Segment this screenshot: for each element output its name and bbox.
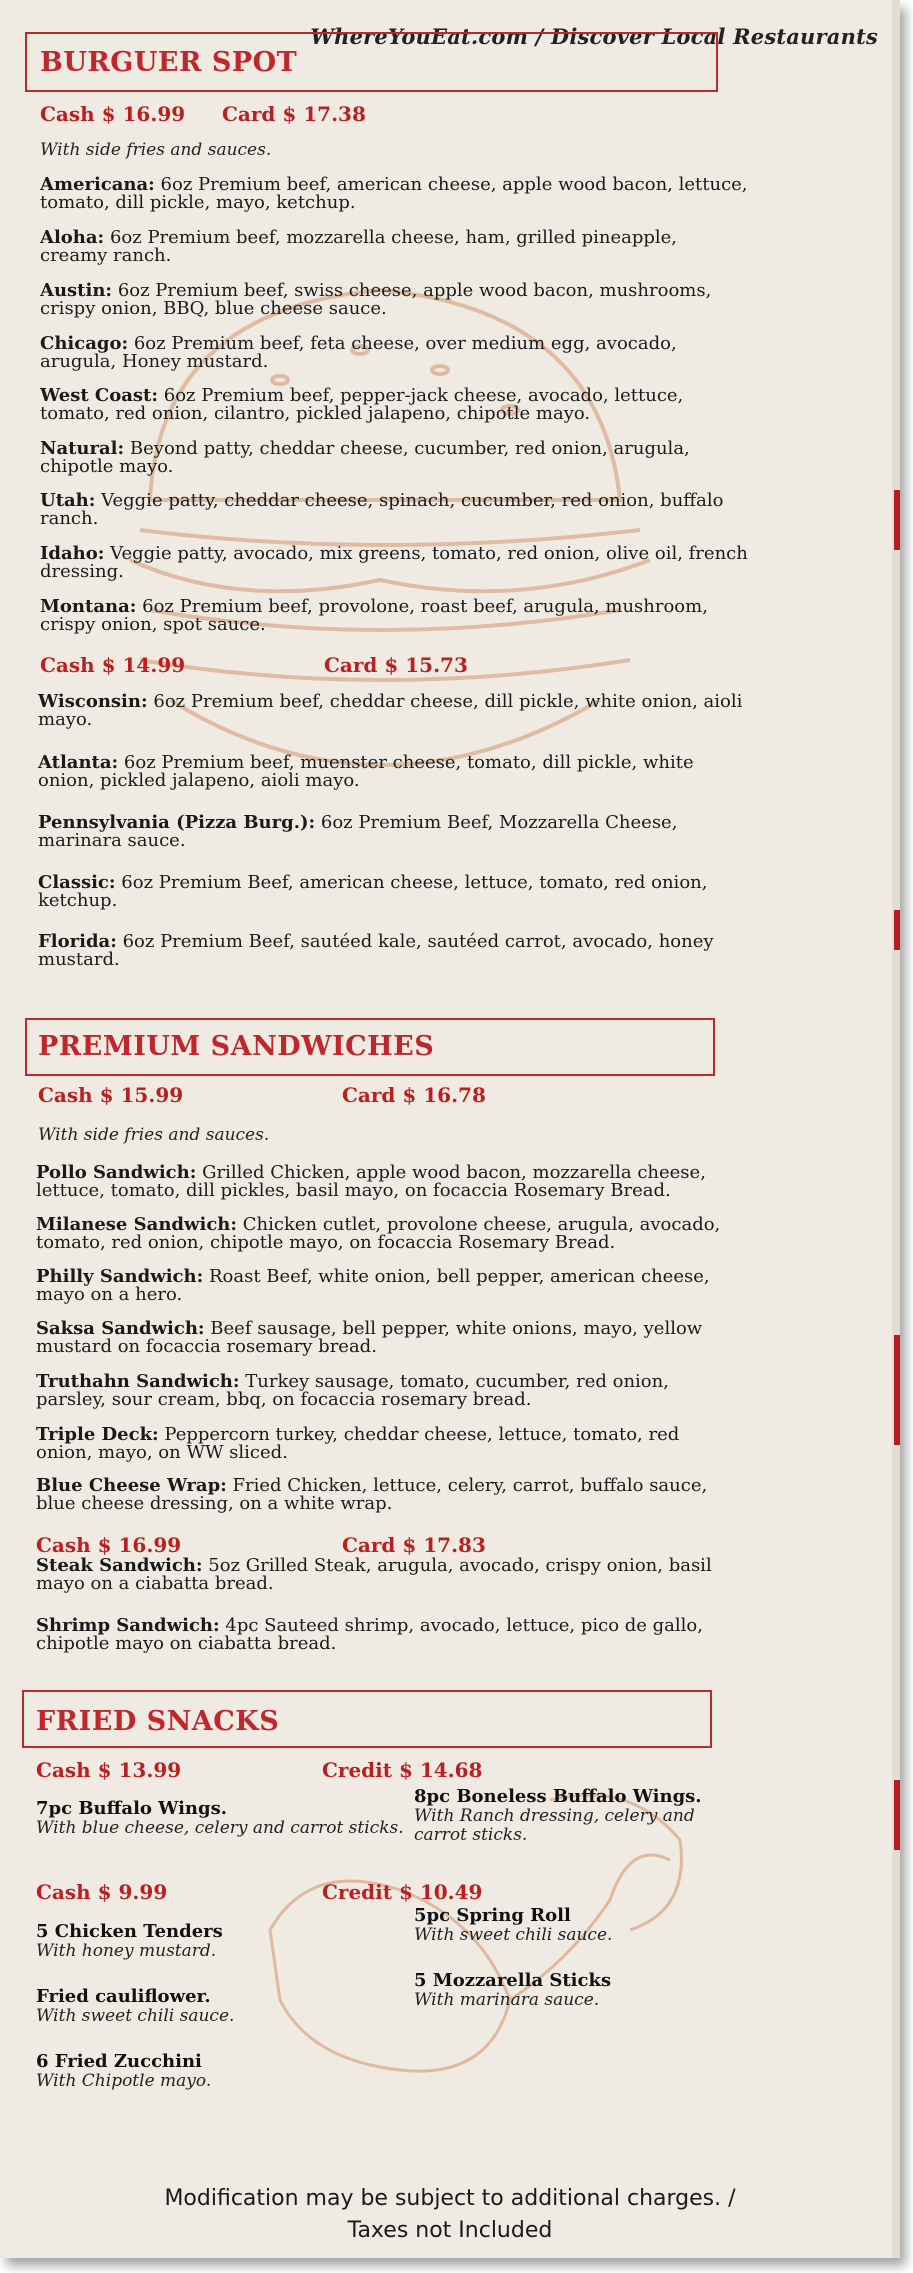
snack-item xyxy=(36,2052,366,2091)
section-title-snacks: FRIED SNACKS xyxy=(36,1706,280,1737)
snack-item-description: With sweet chili sauce. xyxy=(414,1925,613,1945)
snack-column xyxy=(414,1787,714,1845)
menu-item-name: Americana: xyxy=(40,174,155,195)
menu-item-description: 6oz Premium beef, mozzarella cheese, ham, grilled pineapple, creamy ranch. xyxy=(40,227,678,266)
snack-column xyxy=(414,1906,714,2036)
menu-item-description: 5oz Grilled Steak, arugula, avocado, crispy onion, basil mayo on a ciabatta bread. xyxy=(36,1555,712,1594)
edge-tab xyxy=(894,1335,900,1445)
footer-line-1: Modification may be subject to additional charges. / xyxy=(164,2186,736,2211)
snack-item-description: With sweet chili sauce. xyxy=(36,2006,235,2026)
menu-item-description: Beyond patty, cheddar cheese, cucumber, red onion, arugula, chipotle mayo. xyxy=(40,438,690,477)
menu-item-name: Philly Sandwich: xyxy=(36,1266,204,1287)
menu-item-description: Peppercorn turkey, cheddar cheese, lettuce, tomato, red onion, mayo, on WW sliced. xyxy=(36,1424,680,1463)
edge-tab xyxy=(894,910,900,950)
menu-item xyxy=(38,754,748,790)
snack-item-name: 6 Fried Zucchini xyxy=(36,2051,202,2072)
menu-item xyxy=(36,1426,736,1462)
menu-item xyxy=(38,814,748,850)
snack-item xyxy=(414,1787,714,1845)
page-edge xyxy=(892,0,900,2258)
menu-item xyxy=(36,1320,736,1356)
menu-item-name: Pennsylvania (Pizza Burg.): xyxy=(38,812,316,833)
snack-item-name: 7pc Buffalo Wings. xyxy=(36,1798,227,1819)
menu-item xyxy=(36,1216,736,1252)
menu-item xyxy=(40,492,750,528)
menu-item xyxy=(40,335,750,371)
menu-item-name: Natural: xyxy=(40,438,125,459)
card-price: Card $ 15.73 xyxy=(324,653,468,677)
menu-item-name: Classic: xyxy=(38,872,116,893)
cash-price: Cash $ 14.99 xyxy=(40,653,186,677)
menu-item-description: 6oz Premium beef, american cheese, apple wood bacon, lettuce, tomato, dill pickle, mayo, ketchup. xyxy=(40,174,748,213)
menu-item-description: Veggie patty, avocado, mix greens, tomato, red onion, olive oil, french dressing. xyxy=(40,543,748,582)
menu-item-description: Grilled Chicken, apple wood bacon, mozzarella cheese, lettuce, tomato, dill pickles, basil mayo, on focaccia Rosemary Bread. xyxy=(36,1162,706,1201)
card-price: Card $ 16.78 xyxy=(342,1083,486,1107)
menu-item-name: Steak Sandwich: xyxy=(36,1555,203,1576)
credit-price: Credit $ 14.68 xyxy=(322,1758,483,1782)
menu-item xyxy=(36,1268,736,1304)
section-title-burger: BURGUER SPOT xyxy=(40,47,298,78)
menu-item xyxy=(38,874,748,910)
site-watermark: WhereYouEat.com / Discover Local Restaurants xyxy=(310,24,878,49)
snack-item-description: With honey mustard. xyxy=(36,1941,217,1961)
menu-item-name: Idaho: xyxy=(40,543,105,564)
footer-line-2: Taxes not Included xyxy=(347,2218,553,2243)
menu-item-description: 6oz Premium beef, pepper-jack cheese, avocado, lettuce, tomato, red onion, cilantro, pickled jalapeno, chipotle mayo. xyxy=(40,385,684,424)
cash-price: Cash $ 16.99 xyxy=(36,1533,182,1557)
menu-item xyxy=(40,598,750,634)
menu-item-name: Pollo Sandwich: xyxy=(36,1162,197,1183)
menu-item xyxy=(40,545,750,581)
menu-item-name: Chicago: xyxy=(40,333,129,354)
snack-item-description: With marinara sauce. xyxy=(414,1990,600,2010)
snack-column xyxy=(36,1922,366,2117)
menu-item xyxy=(40,282,750,318)
cash-price: Cash $ 15.99 xyxy=(38,1083,184,1107)
section-note: With side fries and sauces. xyxy=(38,1125,270,1145)
menu-item-name: Utah: xyxy=(40,490,96,511)
burger-illustration xyxy=(80,230,680,830)
menu-item-description: 6oz Premium beef, provolone, roast beef, arugula, mushroom, crispy onion, spot sauce. xyxy=(40,596,708,635)
menu-item-description: 6oz Premium beef, cheddar cheese, dill pickle, white onion, aioli mayo. xyxy=(38,691,743,730)
menu-item-description: Fried Chicken, lettuce, celery, carrot, buffalo sauce, blue cheese dressing, on a white wrap. xyxy=(36,1475,708,1514)
snack-item-name: 5pc Spring Roll xyxy=(414,1905,571,1926)
menu-item xyxy=(36,1373,736,1409)
snack-item xyxy=(36,1922,366,1961)
menu-item-description: Roast Beef, white onion, bell pepper, american cheese, mayo on a hero. xyxy=(36,1266,710,1305)
menu-item-name: Montana: xyxy=(40,596,137,617)
menu-item-description: 6oz Premium Beef, american cheese, lettuce, tomato, red onion, ketchup. xyxy=(38,872,708,911)
menu-item-name: Florida: xyxy=(38,931,117,952)
menu-item-description: 6oz Premium Beef, Mozzarella Cheese, marinara sauce. xyxy=(38,812,678,851)
section-note: With side fries and sauces. xyxy=(40,140,272,160)
snack-item xyxy=(414,1906,714,1945)
menu-item-description: Beef sausage, bell pepper, white onions, mayo, yellow mustard on focaccia rosemary bread. xyxy=(36,1318,703,1357)
section-title-sandwiches: PREMIUM SANDWICHES xyxy=(38,1031,435,1062)
cash-price: Cash $ 13.99 xyxy=(36,1758,182,1782)
snack-item-description: With blue cheese, celery and carrot sticks. xyxy=(36,1818,404,1838)
menu-item-description: 6oz Premium beef, swiss cheese, apple wood bacon, mushrooms, crispy onion, BBQ, blue cheese sauce. xyxy=(40,280,712,319)
menu-item xyxy=(36,1164,736,1200)
menu-item-description: 6oz Premium beef, feta cheese, over medium egg, avocado, arugula, Honey mustard. xyxy=(40,333,677,372)
menu-item-description: 6oz Premium beef, muenster cheese, tomato, dill pickle, white onion, pickled jalapeno, aioli mayo. xyxy=(38,752,694,791)
edge-tab xyxy=(894,1780,900,1850)
menu-item xyxy=(36,1477,736,1513)
menu-item-description: 6oz Premium Beef, sautéed kale, sautéed carrot, avocado, honey mustard. xyxy=(38,931,714,970)
menu-item-name: West Coast: xyxy=(40,385,159,406)
card-price: Card $ 17.38 xyxy=(222,102,366,126)
cash-price: Cash $ 16.99 xyxy=(40,102,186,126)
menu-item-name: Truthahn Sandwich: xyxy=(36,1371,240,1392)
snack-item xyxy=(36,1799,416,1838)
menu-item xyxy=(38,693,748,729)
menu-item xyxy=(36,1617,736,1653)
menu-item xyxy=(38,933,748,969)
menu-item-name: Saksa Sandwich: xyxy=(36,1318,205,1339)
snack-item-name: Fried cauliflower. xyxy=(36,1986,211,2007)
menu-item-name: Blue Cheese Wrap: xyxy=(36,1475,227,1496)
snack-item-description: With Chipotle mayo. xyxy=(36,2071,212,2091)
snack-column xyxy=(36,1799,416,1838)
menu-item-name: Austin: xyxy=(40,280,113,301)
menu-item-description: Veggie patty, cheddar cheese, spinach, cucumber, red onion, buffalo ranch. xyxy=(40,490,724,529)
credit-price: Credit $ 10.49 xyxy=(322,1880,483,1904)
menu-item-name: Triple Deck: xyxy=(36,1424,159,1445)
menu-item xyxy=(40,229,750,265)
snack-item xyxy=(36,1987,366,2026)
snack-item xyxy=(414,1971,714,2010)
menu-item xyxy=(36,1557,736,1593)
menu-item-name: Milanese Sandwich: xyxy=(36,1214,238,1235)
snack-item-name: 5 Mozzarella Sticks xyxy=(414,1970,612,1991)
menu-item-name: Shrimp Sandwich: xyxy=(36,1615,220,1636)
menu-item-name: Aloha: xyxy=(40,227,105,248)
snack-item-name: 5 Chicken Tenders xyxy=(36,1921,223,1942)
menu-item xyxy=(40,387,750,423)
snack-item-name: 8pc Boneless Buffalo Wings. xyxy=(414,1786,702,1807)
menu-item xyxy=(40,176,750,212)
menu-item-description: Turkey sausage, tomato, cucumber, red onion, parsley, sour cream, bbq, on focaccia rosemary bread. xyxy=(36,1371,669,1410)
card-price: Card $ 17.83 xyxy=(342,1533,486,1557)
snack-item-description: With Ranch dressing, celery and carrot sticks. xyxy=(414,1806,695,1845)
menu-item-description: Chicken cutlet, provolone cheese, arugula, avocado, tomato, red onion, chipotle mayo, on focaccia Rosemary Bread. xyxy=(36,1214,721,1253)
menu-item-description: 4pc Sauteed shrimp, avocado, lettuce, pico de gallo, chipotle mayo on ciabatta bread. xyxy=(36,1615,703,1654)
menu-item-name: Atlanta: xyxy=(38,752,119,773)
edge-tab xyxy=(894,490,900,550)
menu-item-name: Wisconsin: xyxy=(38,691,148,712)
cash-price: Cash $ 9.99 xyxy=(36,1880,168,1904)
menu-item xyxy=(40,440,750,476)
